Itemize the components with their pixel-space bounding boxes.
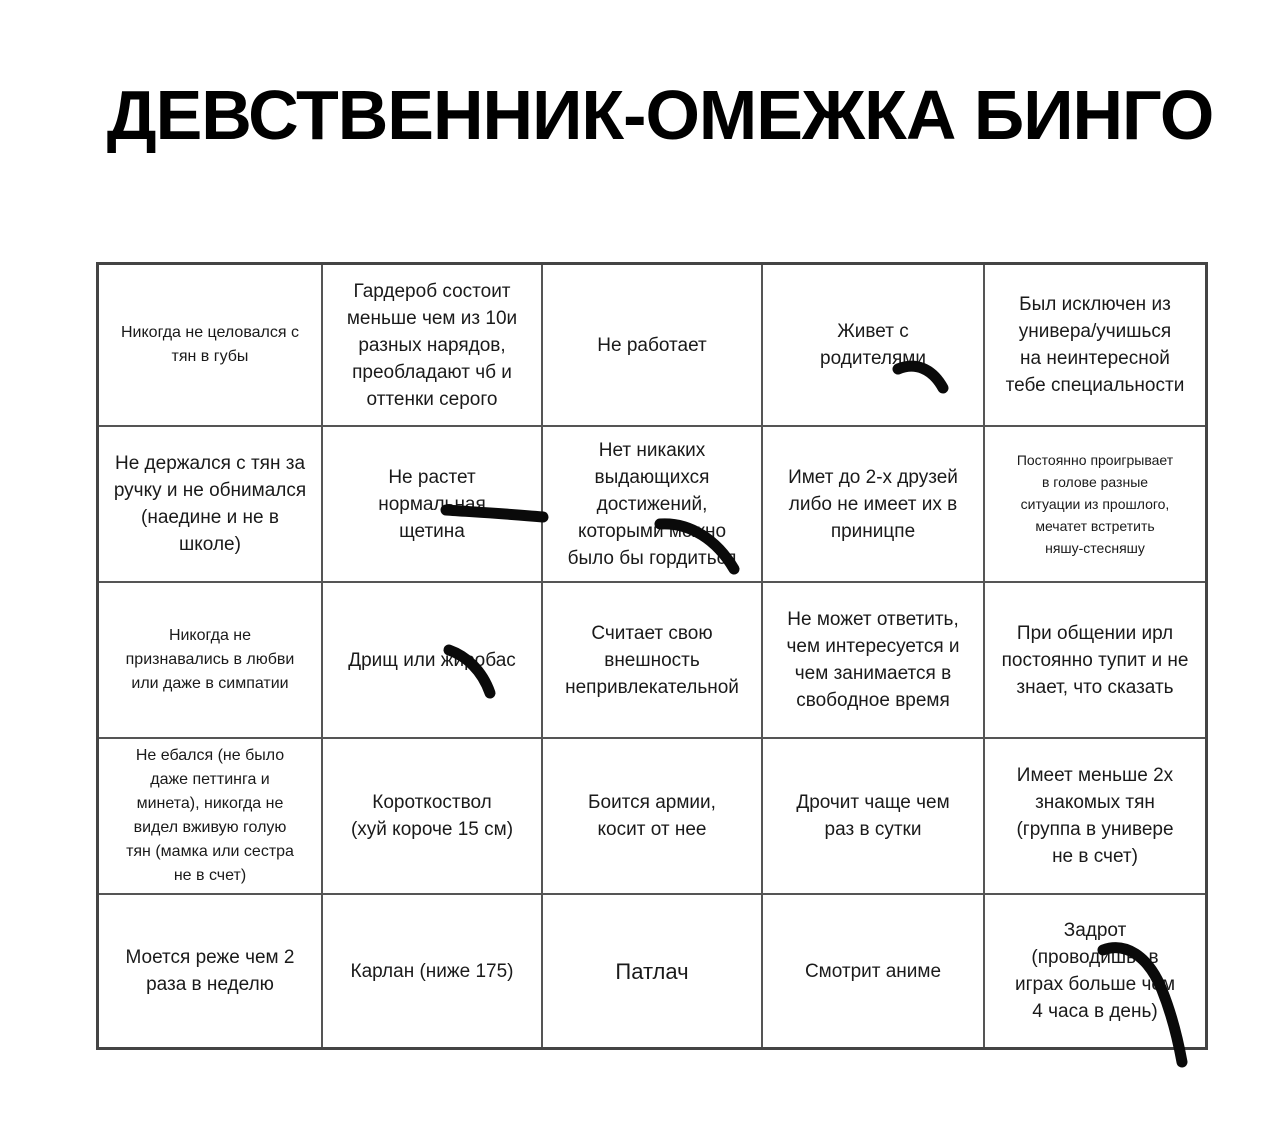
bingo-cell[interactable] xyxy=(985,427,1205,583)
bingo-cell[interactable] xyxy=(99,739,323,895)
cell-text: Боится армии, косит от нее xyxy=(588,792,716,840)
bingo-cell[interactable] xyxy=(985,583,1205,739)
bingo-cell[interactable] xyxy=(763,265,985,427)
cell-text: Не может ответить, чем интересуется и чем занимается в свободное время xyxy=(786,609,960,711)
cell-text: Не растет нормальная щетина xyxy=(378,466,486,542)
cell-text: Карлан (ниже 175) xyxy=(350,960,514,982)
bingo-cell[interactable] xyxy=(99,583,323,739)
cell-text: Считает свою внешность непривлекательной xyxy=(565,622,739,698)
bingo-cell[interactable] xyxy=(543,427,763,583)
cell-text: Был исключен из универа/учишься на неинтересной тебе специальности xyxy=(1005,294,1185,396)
bingo-cell[interactable] xyxy=(763,427,985,583)
cell-text: Дрищ или жиробас xyxy=(348,649,516,671)
cell-text: Патлач xyxy=(615,958,689,984)
bingo-cell[interactable] xyxy=(543,895,763,1047)
bingo-cell[interactable] xyxy=(323,583,543,739)
cell-text: Задрот (проводишьт в играх больше чем 4 часа в день) xyxy=(1014,920,1176,1022)
bingo-cell[interactable] xyxy=(323,739,543,895)
bingo-cell[interactable] xyxy=(985,739,1205,895)
bingo-cell[interactable] xyxy=(99,427,323,583)
bingo-grid xyxy=(96,262,1208,1050)
cell-text: Моется реже чем 2 раза в неделю xyxy=(125,947,295,995)
bingo-cell[interactable] xyxy=(99,895,323,1047)
cell-text: Имеет меньше 2х знакомых тян (группа в универе не в счет) xyxy=(1016,765,1174,867)
cell-text: Короткоствол (хуй короче 15 см) xyxy=(350,792,514,840)
bingo-cell[interactable] xyxy=(323,265,543,427)
bingo-cell[interactable] xyxy=(323,895,543,1047)
cell-text: При общении ирл постоянно тупит и не знает, что сказать xyxy=(1001,622,1189,698)
bingo-cell[interactable] xyxy=(543,583,763,739)
cell-text: Никогда не целовался с тян в губы xyxy=(121,324,299,365)
page-title: ДЕВСТВЕННИК-ОМЕЖКА БИНГО xyxy=(106,76,1214,154)
cell-text: Смотрит аниме xyxy=(804,960,942,982)
cell-text: Имет до 2-х друзей либо не имеет их в приницпе xyxy=(788,466,958,542)
bingo-cell[interactable] xyxy=(543,265,763,427)
cell-text: Нет никаких выдающихся достижений, которыми можно было бы гордиться xyxy=(567,439,737,569)
cell-text: Не ебался (не было даже петтинга и минета), никогда не видел вживую голую тян (мамка или сестра не в счет) xyxy=(126,747,294,884)
bingo-cell[interactable] xyxy=(763,583,985,739)
cell-text: Не работает xyxy=(597,334,707,356)
cell-text: Гардероб состоит меньше чем из 10и разных нарядов, преобладают чб и оттенки серого xyxy=(346,280,518,410)
cell-text: Дрочит чаще чем раз в сутки xyxy=(796,792,950,840)
cell-text: Живет с родителями xyxy=(820,321,926,369)
bingo-cell[interactable] xyxy=(985,265,1205,427)
bingo-cell[interactable] xyxy=(543,739,763,895)
bingo-cell[interactable] xyxy=(763,895,985,1047)
cell-text: Не держался с тян за ручку и не обнимался (наедине и не в школе) xyxy=(113,453,307,555)
bingo-cell[interactable] xyxy=(763,739,985,895)
bingo-cell[interactable] xyxy=(985,895,1205,1047)
bingo-cell[interactable] xyxy=(323,427,543,583)
cell-text: Постоянно проигрывает в голове разные ситуации из прошлого, мечатет встретить няшу-стесняшу xyxy=(1016,452,1174,556)
cell-text: Никогда не признавались в любви или даже в симпатии xyxy=(125,627,295,692)
bingo-cell[interactable] xyxy=(99,265,323,427)
